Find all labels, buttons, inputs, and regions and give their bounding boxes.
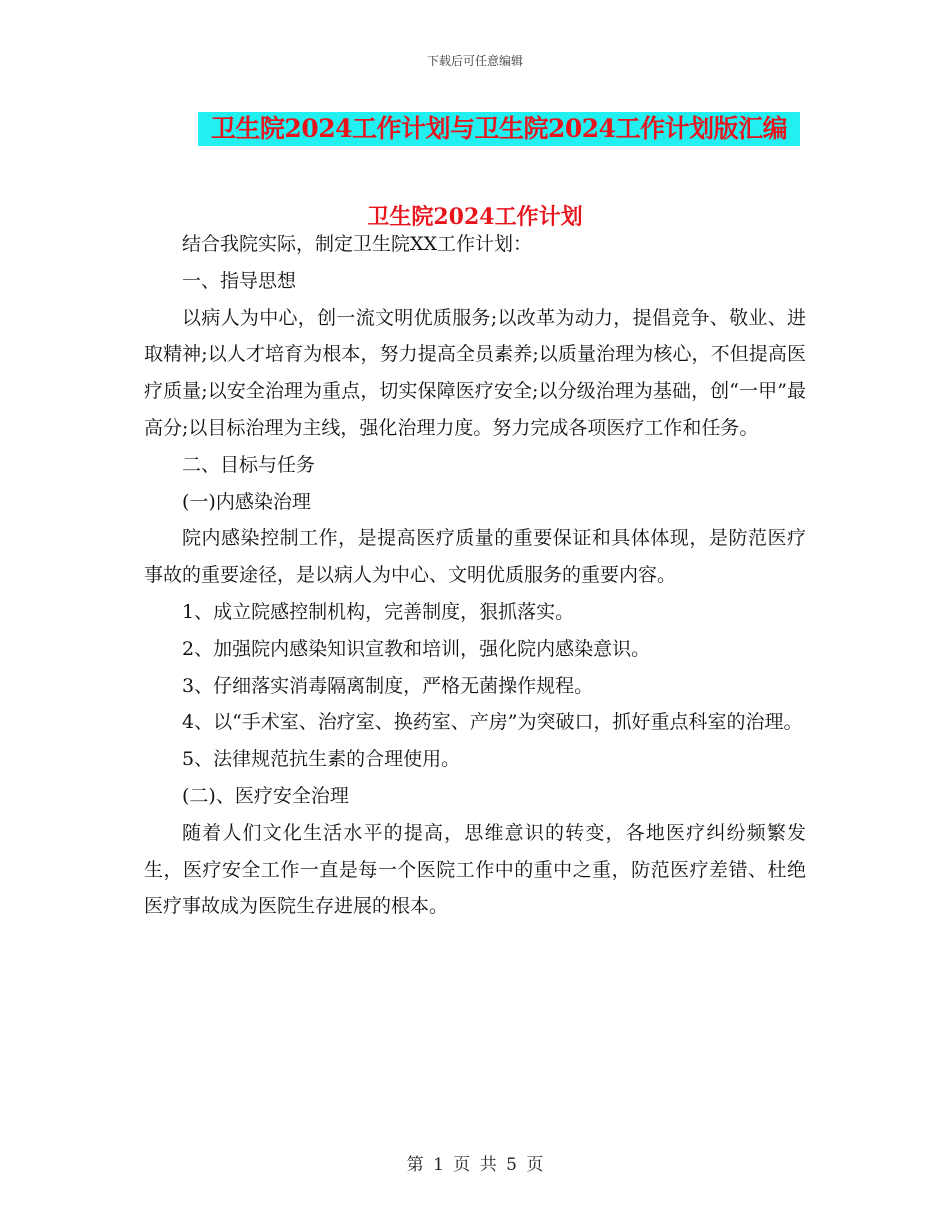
paragraph-medical-safety: 随着人们文化生活水平的提高，思维意识的转变，各地医疗纠纷频繁发生，医疗安全工作一直是每一个医院工作中的重中之重，防范医疗差错、杜绝医疗事故成为医院生存进展的根本。: [144, 821, 806, 918]
list-item-4: 4、以“手术室、治疗室、换药室、产房”为突破口，抓好重点科室的治理。: [182, 711, 803, 734]
subheading-medical-safety: (二)、医疗安全治理: [182, 784, 349, 807]
section-title: 卫生院2024工作计划: [367, 204, 583, 230]
paragraph-infection-control: 院内感染控制工作，是提高医疗质量的重要保证和具体体现，是防范医疗事故的重要途径，是以病人为中心、文明优质服务的重要内容。: [144, 527, 806, 587]
paragraph-guiding-ideology: 以病人为中心，创一流文明优质服务;以改革为动力，提倡竞争、敬业、进取精神;以人才培育为根本，努力提高全员素养;以质量治理为核心，不但提高医疗质量;以安全治理为重点，切实保障医疗安全;以分级治理为基础，创“一甲”最高分;以目标治理为主线，强化治理力度。努力完成各项医疗工作和任务。: [144, 306, 806, 439]
page-footer-number: 第 1 页 共 5 页: [406, 1155, 544, 1175]
heading-goals-tasks: 二、目标与任务: [182, 453, 316, 476]
document-title-highlight: [198, 112, 800, 146]
paragraph-intro: 结合我院实际，制定卫生院XX工作计划：: [182, 233, 533, 255]
heading-guiding-ideology: 一、指导思想: [182, 269, 297, 292]
list-item-2: 2、加强院内感染知识宣教和培训，强化院内感染意识。: [182, 637, 651, 660]
list-item-1: 1、成立院感控制机构，完善制度，狠抓落实。: [182, 600, 575, 623]
list-item-3: 3、仔细落实消毒隔离制度，严格无菌操作规程。: [182, 674, 594, 697]
document-title: 卫生院2024工作计划与卫生院2024工作计划版汇编: [210, 114, 788, 143]
subheading-infection-control: (一)内感染治理: [182, 490, 311, 513]
list-item-5: 5、法律规范抗生素的合理使用。: [182, 748, 461, 771]
page-header-note: 下载后可任意编辑: [426, 54, 523, 68]
document-body: [144, 226, 806, 925]
